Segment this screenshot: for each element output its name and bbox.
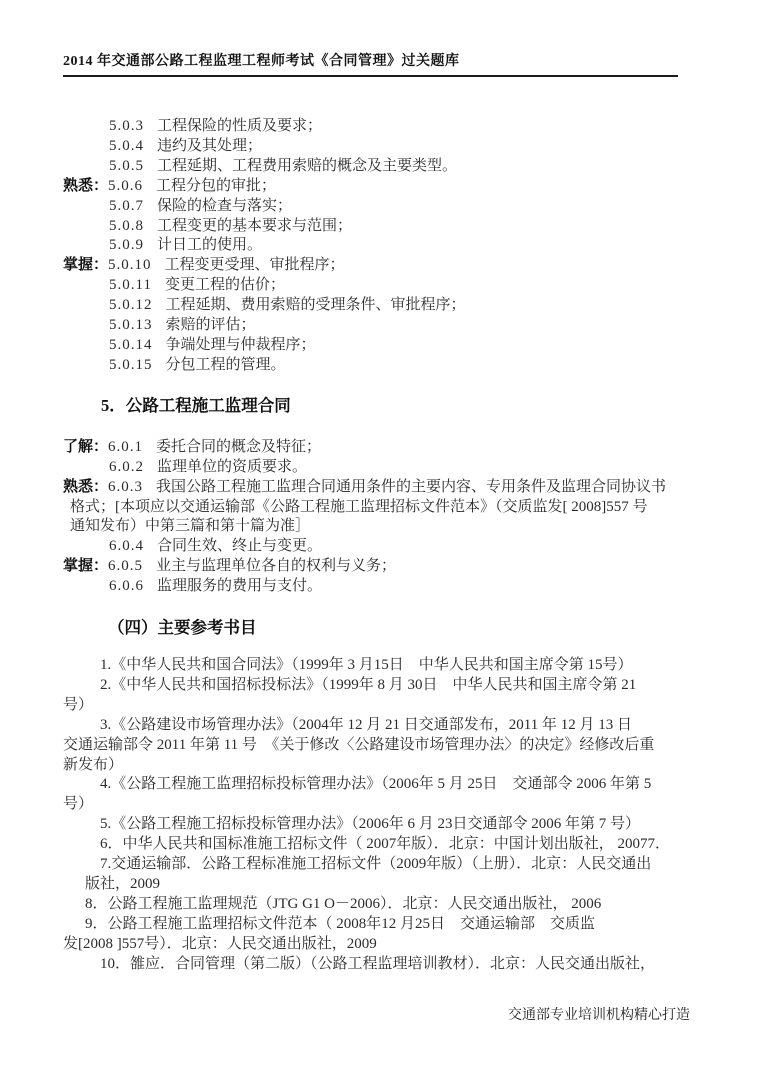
clause-number: 6.0.3	[108, 478, 144, 495]
line-text: 工程变更的基本要求与范围；	[157, 217, 353, 234]
text-line	[63, 656, 763, 676]
line-text: 2.《中华人民共和国招标投标法》（1999年 8 月 30日 中华人民共和国主席令第 21	[100, 676, 637, 693]
text-line	[63, 498, 763, 518]
clause-number: 5.0.14	[109, 336, 153, 353]
text-line	[63, 855, 763, 875]
text-line	[63, 557, 763, 577]
line-text: 格式；[本项应以交通运输部《公路工程施工监理招标文件范本》（交质监发[ 2008]557 号	[70, 498, 648, 515]
page-footer-note: 交通部专业培训机构精心打造	[508, 1007, 690, 1023]
line-text: 变更工程的估价；	[164, 277, 285, 294]
requirement-level-label: 熟悉：	[63, 478, 109, 495]
text-line	[63, 316, 763, 336]
text-line	[63, 217, 763, 237]
line-text: 6．中华人民共和国标准施工招标文件（ 2007年版）．北京：中国计划出版社， 20077．	[100, 836, 671, 853]
clause-number: 5.0.4	[109, 137, 144, 154]
clause-number: 5.0.15	[109, 356, 153, 373]
line-text: 1.《中华人民共和国合同法》（1999年 3 月15日 中华人民共和国主席令第 15号）	[100, 657, 633, 674]
text-line	[63, 256, 763, 276]
clause-number: 5.0.3	[109, 118, 144, 134]
outline-block-6-0-x	[63, 438, 763, 597]
text-line	[63, 458, 763, 478]
clause-number: 6.0.4	[109, 538, 144, 555]
line-text: 工程延期、工程费用索赔的概念及主要类型。	[157, 157, 458, 174]
text-line	[63, 915, 763, 935]
clause-number: 6.0.2	[109, 458, 144, 475]
text-line	[63, 736, 763, 756]
text-line	[63, 756, 763, 776]
line-text: 索赔的评估；	[165, 317, 256, 334]
line-text: 争端处理与仲裁程序；	[165, 336, 316, 353]
text-line	[63, 137, 763, 157]
line-text: 版社，2009	[85, 876, 161, 892]
clause-number: 5.0.13	[109, 317, 153, 334]
line-text: 5.《公路工程施工招标投标管理办法》（2006年 6 月 23日交通部令 2006 年第 7 号）	[100, 816, 641, 833]
clause-number: 5.0.5	[109, 157, 144, 174]
section-heading-supervision-contract: 5．公路工程施工监理合同	[101, 395, 291, 415]
clause-number: 5.0.7	[109, 197, 144, 214]
line-text: 通知发布）中第三篇和第十篇为准］	[70, 518, 311, 535]
line-text: 工程分包的审批；	[156, 177, 277, 194]
text-line	[63, 935, 763, 955]
line-text: 号）	[63, 696, 94, 713]
clause-number: 5.0.11	[109, 277, 152, 294]
line-text: 保险的检查与落实；	[157, 197, 293, 214]
line-text: 监理服务的费用与支付。	[157, 578, 323, 595]
text-line	[63, 177, 763, 197]
line-text: 交通运输部令 2011 年第 11 号 《关于修改〈公路建设市场管理办法〉的决定》经修改后重	[63, 736, 655, 753]
line-text: 7.交通运输部．公路工程标准施工招标文件（2009年版）（上册）．北京：人民交通出	[100, 856, 652, 873]
line-text: 违约及其处理；	[157, 137, 263, 154]
line-text: 业主与监理单位各自的权利与义务；	[156, 558, 397, 575]
outline-block-5-0-x	[63, 117, 763, 376]
text-line	[63, 517, 763, 537]
clause-number: 6.0.6	[109, 578, 144, 595]
text-line	[63, 795, 763, 815]
requirement-level-label: 熟悉：	[63, 177, 109, 194]
requirement-level-label: 掌握：	[63, 257, 109, 274]
text-line	[63, 815, 763, 835]
line-text: 计日工的使用。	[157, 237, 263, 254]
reference-list	[63, 656, 763, 975]
line-text: 工程保险的性质及要求；	[157, 118, 323, 134]
line-text: 我国公路工程施工监理合同通用条件的主要内容、专用条件及监理合同协议书	[156, 478, 667, 495]
text-line	[63, 676, 763, 696]
text-line	[63, 356, 763, 376]
clause-number: 5.0.8	[109, 217, 144, 234]
text-line	[63, 775, 763, 795]
text-line	[63, 716, 763, 736]
text-line	[63, 577, 763, 597]
text-line	[63, 478, 763, 498]
line-text: 监理单位的资质要求。	[157, 458, 308, 475]
clause-number: 5.0.6	[108, 177, 144, 194]
line-text: 9．公路工程施工监理招标文件范本（ 2008年12 月25日 交通运输部 交质监	[85, 915, 596, 932]
line-text: 10．雒应．合同管理（第二版）（公路工程监理培训教材）．北京：人民交通出版社，	[100, 955, 656, 972]
text-line	[63, 875, 763, 895]
line-text: 4.《公路工程施工监理招标投标管理办法》（2006年 5 月 25日 交通部令 2006 年第 5	[100, 776, 652, 793]
text-line	[63, 537, 763, 557]
line-text: 3.《公路建设市场管理办法》（2004年 12 月 21 日交通部发布，2011 年 12 月 13 日	[100, 716, 632, 733]
text-line	[63, 157, 763, 177]
text-line	[63, 955, 763, 975]
line-text: 分包工程的管理。	[165, 356, 286, 373]
line-text: 合同生效、终止与变更。	[157, 538, 323, 555]
text-line	[63, 296, 763, 316]
text-line	[63, 696, 763, 716]
line-text: 工程延期、费用索赔的受理条件、审批程序；	[165, 297, 466, 314]
section-heading-references: （四）主要参考书目	[108, 618, 257, 638]
line-text: 工程变更受理、审批程序；	[164, 257, 345, 274]
text-line	[63, 895, 763, 915]
page-header-title: 2014 年交通部公路工程监理工程师考试《合同管理》过关题库	[63, 50, 678, 77]
clause-number: 6.0.1	[108, 438, 144, 455]
text-line	[63, 236, 763, 256]
text-line	[63, 117, 763, 137]
line-text: 委托合同的概念及特征；	[156, 438, 322, 455]
text-line	[63, 835, 763, 855]
clause-number: 5.0.9	[109, 237, 144, 254]
requirement-level-label: 了解：	[63, 438, 109, 455]
text-line	[63, 197, 763, 217]
text-line	[63, 336, 763, 356]
clause-number: 6.0.5	[108, 558, 144, 575]
clause-number: 5.0.10	[108, 257, 152, 274]
line-text: 号）	[63, 796, 94, 813]
text-line	[63, 438, 763, 458]
requirement-level-label: 掌握：	[63, 558, 109, 575]
line-text: 8．公路工程施工监理规范（JTG G1 O－2006）．北京：人民交通出版社， 2006	[85, 895, 602, 912]
line-text: 发[2008 ]557号）．北京：人民交通出版社，2009	[63, 935, 377, 952]
line-text: 新发布）	[63, 756, 124, 773]
text-line	[63, 276, 763, 296]
clause-number: 5.0.12	[109, 297, 153, 314]
